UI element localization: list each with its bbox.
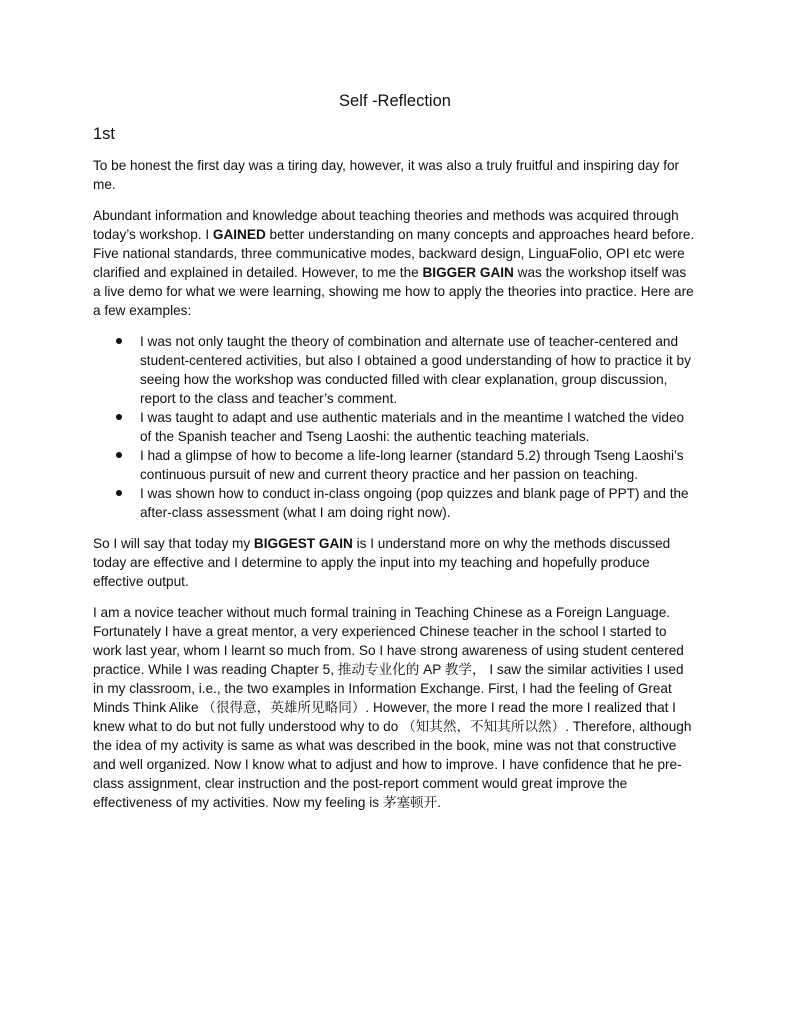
list-item-text: I was taught to adapt and use authentic materials and in the meantime I watched the video of the Spanish teacher and Tseng Laoshi: the authentic teaching materials. xyxy=(140,410,685,444)
paragraph-biggest-gain-text-a: So I will say that today my xyxy=(93,536,254,551)
list-item xyxy=(140,408,697,446)
section-heading: 1st xyxy=(93,125,116,143)
examples-list xyxy=(93,332,697,522)
list-item-text: I had a glimpse of how to become a life-long learner (standard 5.2) through Tseng Laoshi’s continuous pursuit of new and current theory practice and her passion on teaching. xyxy=(140,448,684,482)
paragraph-workshop xyxy=(93,206,697,320)
emphasis-biggest-gain: BIGGEST GAIN xyxy=(253,536,353,551)
list-item-text: I was not only taught the theory of combination and alternate use of teacher-centered and student-centered activities, but also I obtained a good understanding of how to practice it by seeing how the workshop was conducted filled with clear explanation, group discussion, report to the class and teacher’s comment. xyxy=(140,334,691,406)
paragraph-workshop-text-a: Abundant information and knowledge about teaching theories and methods was acquired through today’s workshop. I xyxy=(93,208,679,242)
paragraph-biggest-gain-text-c: is I understand more on why the methods discussed today are effective and I determine to apply the input into my teaching and hopefully produce effective output. xyxy=(93,536,671,589)
paragraph-workshop-text-c: better understanding on many concepts and approaches heard before. Five national standards, three communicative modes, backward design, LinguaFolio, OPI etc were clarified and explained in detailed. However, to me the xyxy=(93,227,695,280)
paragraph-novice-teacher: I am a novice teacher without much formal training in Teaching Chinese as a Foreign Language. Fortunately I have a great mentor, a very experienced Chinese teacher in the school I started to work last year, whom I learnt so much from. So I have strong awareness of using student centered practice. While I was reading Chapter 5, 推动专业化的 AP 教学， I saw the similar activities I used in my classroom, i.e., the two examples in Information Exchange. First, I had the feeling of Great Minds Think Alike （很得意，英雄所见略同）. However, the more I read the more I realized that I knew what to do but not fully understood why to do （知其然，不知其所以然）. Therefore, although the idea of my activity is same as what was described in the book, mine was not that constructive and well organized. Now I know what to adjust and how to improve. I have confidence that he pre-class assignment, clear instruction and the post-report comment would great improve the effectiveness of my activities. Now my feeling is 茅塞顿开. xyxy=(93,605,692,810)
bullet-icon xyxy=(116,490,122,496)
paragraph-intro: To be honest the first day was a tiring day, however, it was also a truly fruitful and inspiring day for me. xyxy=(93,158,680,192)
bullet-icon xyxy=(116,414,122,420)
list-item-text: I was shown how to conduct in-class ongoing (pop quizzes and blank page of PPT) and the after-class assessment (what I am doing right now). xyxy=(140,486,689,520)
document-title: Self -Reflection xyxy=(339,92,451,110)
list-item xyxy=(140,446,697,484)
paragraph-biggest-gain xyxy=(93,534,697,591)
paragraph-workshop-text-e: was the workshop itself was a live demo for what we were learning, showing me how to apply the theories into practice. Here are a few examples: xyxy=(93,265,694,318)
list-item xyxy=(140,484,697,522)
emphasis-gained: GAINED xyxy=(212,227,266,242)
emphasis-bigger-gain: BIGGER GAIN xyxy=(422,265,514,280)
list-item xyxy=(140,332,697,408)
bullet-icon xyxy=(116,338,122,344)
document-page xyxy=(93,92,697,824)
bullet-icon xyxy=(116,452,122,458)
